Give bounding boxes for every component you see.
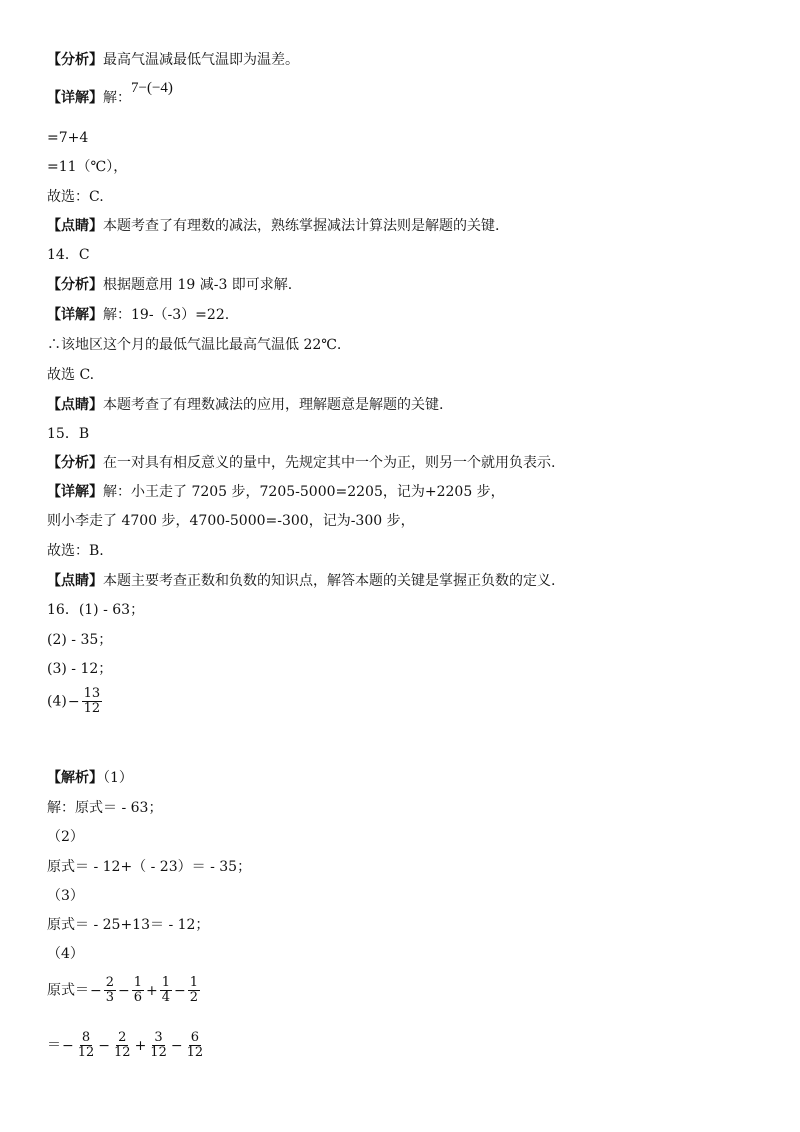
q16-answer-3: (3) - 12； [47, 661, 113, 677]
q16-solution-5 [47, 1031, 206, 1060]
analysis-tag: 【分析】 [47, 455, 103, 471]
detail-text: 解： [103, 90, 131, 106]
q16-answer-1: 16．(1) - 63； [47, 602, 145, 618]
q14-choice: 故选 C. [47, 367, 95, 383]
explain-tag: 【解析】 [47, 770, 103, 786]
term-fraction [148, 1031, 169, 1060]
term-operator: − [174, 982, 186, 999]
solution-4-terms [89, 975, 201, 1005]
q14-number: 14．C [47, 247, 90, 263]
q16-solution-3: 原式＝ - 25+13＝ - 12； [47, 917, 210, 933]
analysis-text: 最高气温减最低气温即为温差。 [103, 52, 299, 68]
analysis-text: 在一对具有相反意义的量中，先规定其中一个为正，则另一个就用负表示. [103, 455, 556, 471]
detail-tag: 【详解】 [47, 90, 103, 106]
term-fraction [132, 976, 144, 1005]
term-fraction [104, 976, 116, 1005]
term-operator: − [170, 1037, 183, 1054]
answer-4-prefix: (4) [47, 693, 67, 710]
q16-part-3: （3） [47, 888, 84, 904]
q16-part-2: （2） [47, 829, 84, 845]
detail-tag: 【详解】 [47, 484, 103, 500]
solution-5-terms [61, 1030, 206, 1060]
q15-number: 15．B [47, 426, 90, 442]
q13-step1: =7+4 [47, 130, 89, 146]
fraction-numerator: 13 [83, 686, 101, 701]
analysis-text: 根据题意用 19 减-3 即可求解. [103, 277, 293, 293]
explain-part: （1） [103, 770, 133, 786]
term-operator: + [146, 982, 158, 999]
q16-explain-line [47, 768, 133, 788]
q13-detail-line [47, 80, 173, 108]
comment-text: 本题考查了有理数减法的应用，理解题意是解题的关键. [103, 397, 444, 413]
q15-choice: 故选：B. [47, 543, 104, 559]
term-fraction [185, 1031, 206, 1060]
q14-detail-line [47, 305, 229, 325]
fraction-denominator: 12 [186, 1045, 204, 1060]
q13-choice: 故选：C. [47, 189, 104, 205]
comment-tag: 【点睛】 [47, 573, 103, 589]
q14-comment-line [47, 395, 443, 415]
q16-solution-1: 解：原式＝ - 63； [47, 800, 163, 816]
q14-analysis-line [47, 275, 292, 295]
fraction-numerator: 2 [105, 975, 115, 990]
q14-conclusion: ∴该地区这个月的最低气温比最高气温低 22℃. [47, 337, 342, 353]
fraction-denominator: 12 [77, 1045, 95, 1060]
solution-4-prefix: 原式＝ [47, 982, 89, 999]
comment-tag: 【点睛】 [47, 218, 103, 234]
detail-tag: 【详解】 [47, 307, 103, 323]
fraction-numerator: 2 [118, 1030, 127, 1045]
detail-text: 解：小王走了 7205 步，7205-5000=2205，记为+2205 步， [103, 484, 505, 500]
fraction-denominator: 12 [114, 1045, 131, 1060]
term-operator: − [90, 982, 102, 999]
analysis-tag: 【分析】 [47, 277, 103, 293]
fraction-numerator: 3 [154, 1030, 163, 1045]
q15-detail-line2: 则小李走了 4700 步，4700-5000=-300，记为-300 步， [47, 513, 415, 529]
term-operator: − [118, 982, 130, 999]
q13-comment-line [47, 216, 499, 236]
comment-text: 本题考查了有理数的减法，熟练掌握减法计算法则是解题的关键. [103, 218, 500, 234]
q16-solution-4 [47, 976, 201, 1005]
detail-text: 解：19-（-3）=22. [103, 307, 230, 323]
answer-4-fraction [82, 687, 103, 716]
q15-comment-line [47, 571, 555, 591]
fraction-denominator: 6 [133, 990, 143, 1005]
comment-tag: 【点睛】 [47, 397, 103, 413]
q16-part-4: （4） [47, 946, 84, 962]
q13-step2: =11（℃）， [47, 159, 128, 175]
fraction-denominator: 3 [105, 990, 115, 1005]
fraction-denominator: 12 [150, 1045, 167, 1060]
fraction-denominator: 4 [161, 990, 171, 1005]
analysis-tag: 【分析】 [47, 52, 103, 68]
comment-text: 本题主要考查正数和负数的知识点，解答本题的关键是掌握正负数的定义. [103, 573, 556, 589]
q13-analysis-line [47, 50, 299, 70]
fraction-numerator: 1 [189, 975, 199, 990]
q16-answer-4 [47, 687, 103, 716]
term-fraction [188, 976, 200, 1005]
term-operator: − [62, 1037, 74, 1054]
solution-5-prefix: ＝ [47, 1037, 61, 1054]
term-operator: + [134, 1037, 147, 1054]
fraction-numerator: 6 [190, 1030, 199, 1045]
fraction-denominator: 2 [189, 990, 199, 1005]
q16-answer-2: (2) - 35； [47, 632, 113, 648]
fraction-denominator: 12 [83, 701, 101, 716]
q16-solution-2: 原式＝ - 12+（ - 23）＝ - 35； [47, 859, 252, 875]
q15-detail-line [47, 482, 505, 502]
fraction-numerator: 1 [133, 975, 143, 990]
term-fraction [76, 1031, 97, 1060]
term-fraction [112, 1031, 133, 1060]
detail-expression: 7−(−4) [131, 80, 173, 96]
term-fraction [160, 976, 172, 1005]
fraction-numerator: 8 [81, 1030, 91, 1045]
term-operator: − [98, 1037, 111, 1054]
q15-analysis-line [47, 453, 555, 473]
answer-4-sign: − [67, 693, 80, 710]
fraction-numerator: 1 [161, 975, 171, 990]
